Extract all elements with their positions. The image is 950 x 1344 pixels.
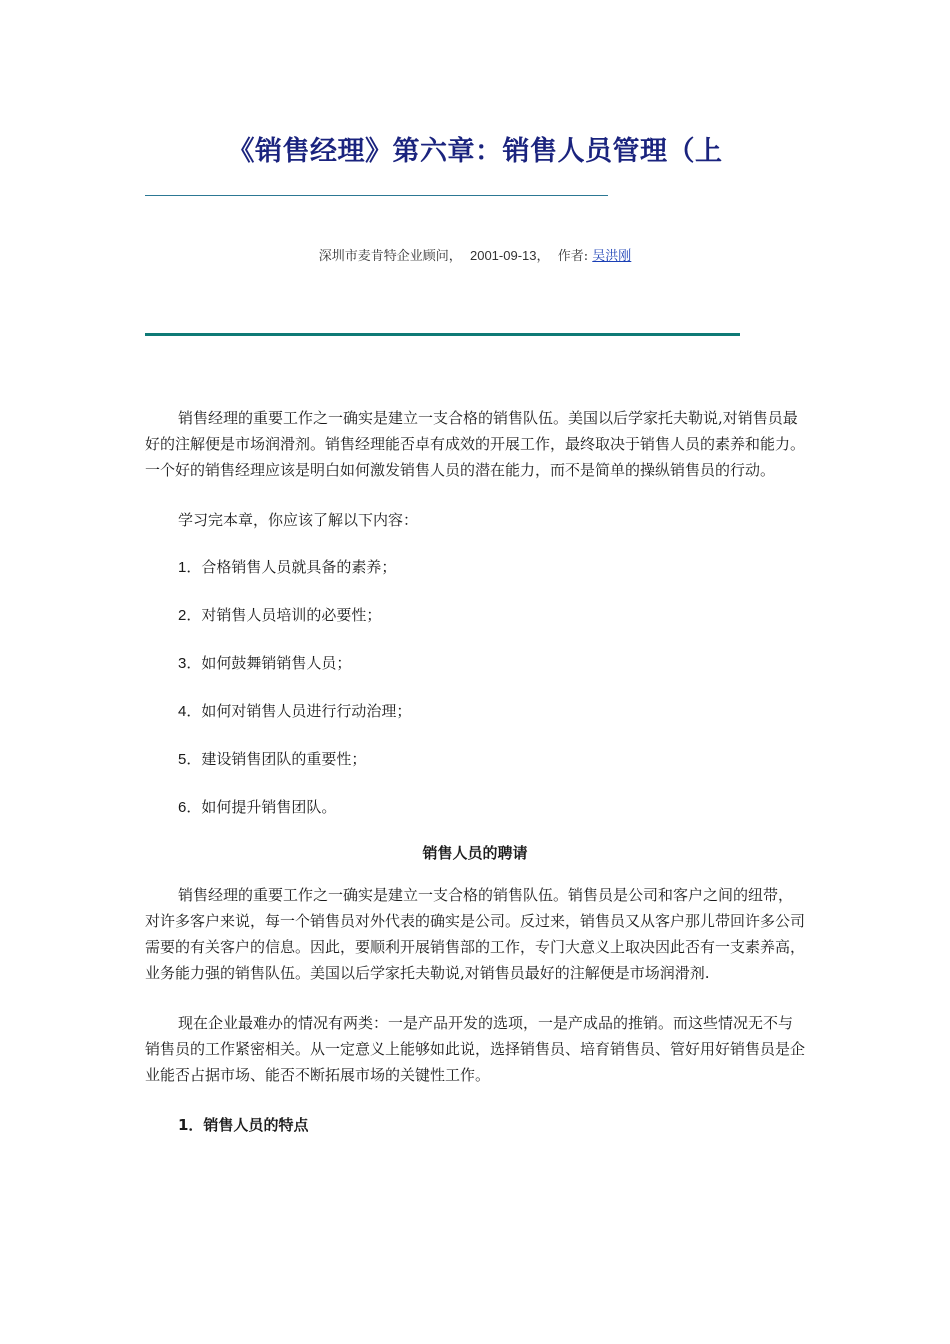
paragraph-recruiting: 销售经理的重要工作之一确实是建立一支合格的销售队伍。销售员是公司和客户之间的纽带，对许多客户来说，每一个销售员对外代表的确实是公司。反过来，销售员又从客户那儿带回许多公司需要的有关客户的信息。因此，要顺利开展销售部的工作，专门大意义上取决因此否有一支素养高，业务能力强的销售队伍。美国以后学家托夫勒说,对销售员最好的注解便是市场润滑剂.	[145, 886, 806, 982]
byline	[0, 246, 950, 267]
objective-item: 3．如何鼓舞销销售人员；	[178, 654, 352, 672]
title-divider	[145, 195, 608, 196]
objective-item: 6．如何提升销售团队。	[178, 798, 337, 816]
byline-org: 深圳市麦肯特企业顾问，	[318, 249, 462, 264]
objectives-lead: 学习完本章，你应该了解以下内容：	[178, 511, 419, 529]
objective-item: 4．如何对销售人员进行行动治理；	[178, 702, 412, 720]
byline-author-label: 作者:	[557, 249, 589, 264]
article-body	[145, 405, 805, 1138]
author-link[interactable]: 吴洪刚	[592, 249, 632, 264]
subsection-heading: 1．销售人员的特点	[178, 1116, 309, 1134]
byline-date: 2001-09-13，	[469, 248, 550, 263]
document-title: 《销售经理》第六章：销售人员管理（上	[227, 136, 723, 167]
paragraph-challenges: 现在企业最难办的情况有两类：一是产品开发的选项，一是产成品的推销。而这些情况无不与销售员的工作紧密相关。从一定意义上能够如此说，选择销售员、培育销售员、管好用好销售员是企业能否占据市场、能否不断拓展市场的关键性工作。	[145, 1014, 806, 1084]
objective-item: 2．对销售人员培训的必要性；	[178, 606, 382, 624]
header-divider	[145, 333, 740, 336]
section-heading: 销售人员的聘请	[422, 844, 528, 862]
paragraph-intro: 销售经理的重要工作之一确实是建立一支合格的销售队伍。美国以后学家托夫勒说,对销售员最好的注解便是市场润滑剂。销售经理能否卓有成效的开展工作，最终取决于销售人员的素养和能力。一个好的销售经理应该是明白如何激发销售人员的潜在能力，而不是简单的操纵销售员的行动。	[145, 409, 806, 479]
objective-item: 1．合格销售人员就具备的素养；	[178, 558, 397, 576]
objective-item: 5．建设销售团队的重要性；	[178, 750, 367, 768]
